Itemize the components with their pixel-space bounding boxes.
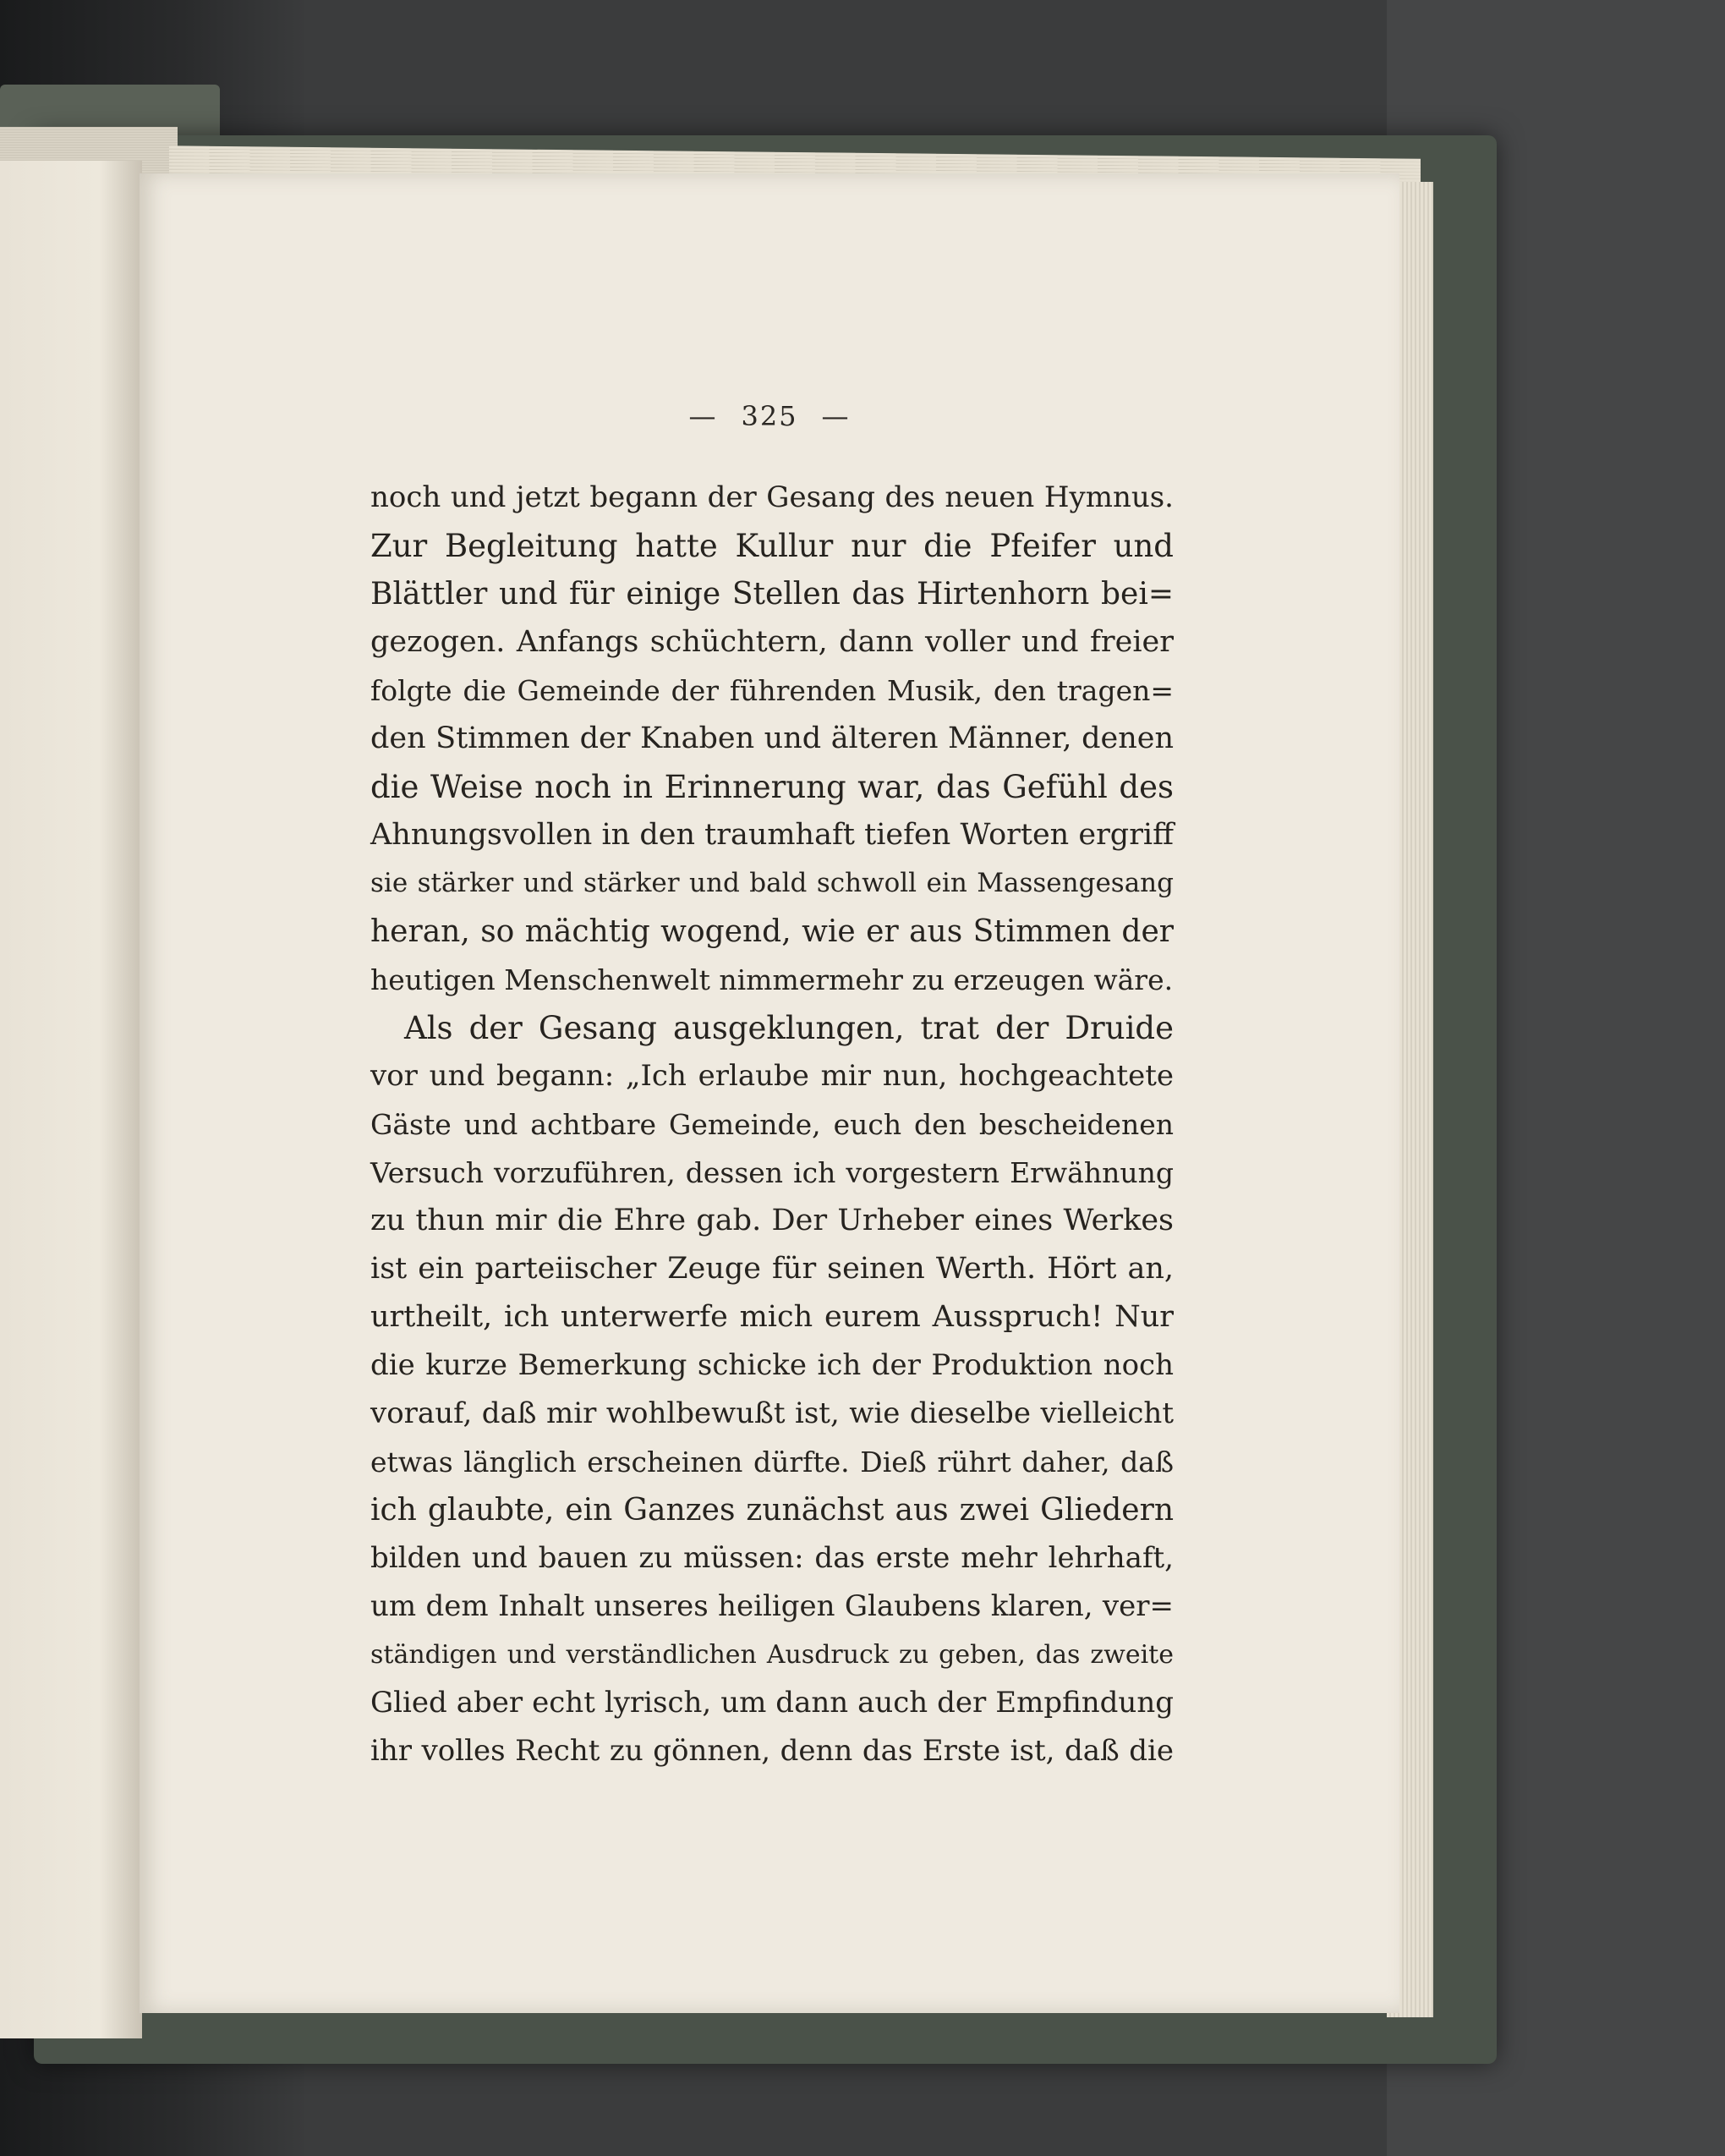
text-line: Gäste und achtbare Gemeinde, euch den bescheidenen [370,1108,1174,1141]
page-body-text [370,474,1174,1775]
text-line: den Stimmen der Knaben und älteren Männer, denen [370,721,1174,755]
text-line: ständigen und verständlichen Ausdruck zu geben, das zweite [370,1640,1174,1670]
text-line: Glied aber echt lyrisch, um dann auch der Empfindung [370,1686,1174,1720]
text-line: die Weise noch in Erinnerung war, das Gefühl des [370,769,1174,805]
text-line: bilden und bauen zu müssen: das erste mehr lehrhaft, [370,1541,1174,1575]
text-line: Als der Gesang ausgeklungen, trat der Druide [404,1010,1174,1046]
text-line: die kurze Bemerkung schicke ich der Produktion noch [370,1348,1174,1382]
page-header [140,400,1399,432]
text-line: folgte die Gemeinde der führenden Musik, den tragen= [370,674,1174,707]
page-number: 325 [741,400,798,432]
text-line: etwas länglich erscheinen dürfte. Dieß rührt daher, daß [370,1446,1174,1478]
text-line: sie stärker und stärker und bald schwoll ein Massengesang [370,868,1174,898]
text-line: Zur Begleitung hatte Kullur nur die Pfeifer und [370,528,1174,564]
text-line: Blättler und für einige Stellen das Hirtenhorn bei= [370,577,1174,612]
text-line: um dem Inhalt unseres heiligen Glaubens klaren, ver= [370,1589,1174,1623]
header-dash-left: — [688,400,718,432]
text-line: ich glaubte, ein Ganzes zunächst aus zwei Gliedern [370,1493,1174,1528]
text-line: heutigen Menschenwelt nimmermehr zu erzeugen wäre. [370,963,1174,996]
text-line: gezogen. Anfangs schüchtern, dann voller und freier [370,625,1174,659]
book-page [140,173,1399,2013]
text-line: Ahnungsvollen in den traumhaft tiefen Worten ergriff [370,818,1174,852]
text-line: heran, so mächtig wogend, wie er aus Stimmen der [370,914,1174,949]
text-line: ihr volles Recht zu gönnen, denn das Erste ist, daß die [370,1734,1174,1768]
left-page [0,161,142,2038]
text-line: urtheilt, ich unterwerfe mich eurem Ausspruch! Nur [370,1300,1174,1334]
text-line: vorauf, daß mir wohlbewußt ist, wie dieselbe vielleicht [370,1396,1174,1430]
text-line: noch und jetzt begann der Gesang des neuen Hymnus. [370,480,1174,514]
text-line: ist ein parteiischer Zeuge für seinen Werth. Hört an, [370,1252,1174,1286]
header-dash-right: — [821,400,851,432]
text-line: vor und begann: „Ich erlaube mir nun, hochgeachtete [370,1059,1174,1093]
text-line: Versuch vorzuführen, dessen ich vorgestern Erwähnung [370,1156,1174,1189]
text-line: zu thun mir die Ehre gab. Der Urheber eines Werkes [370,1204,1174,1237]
